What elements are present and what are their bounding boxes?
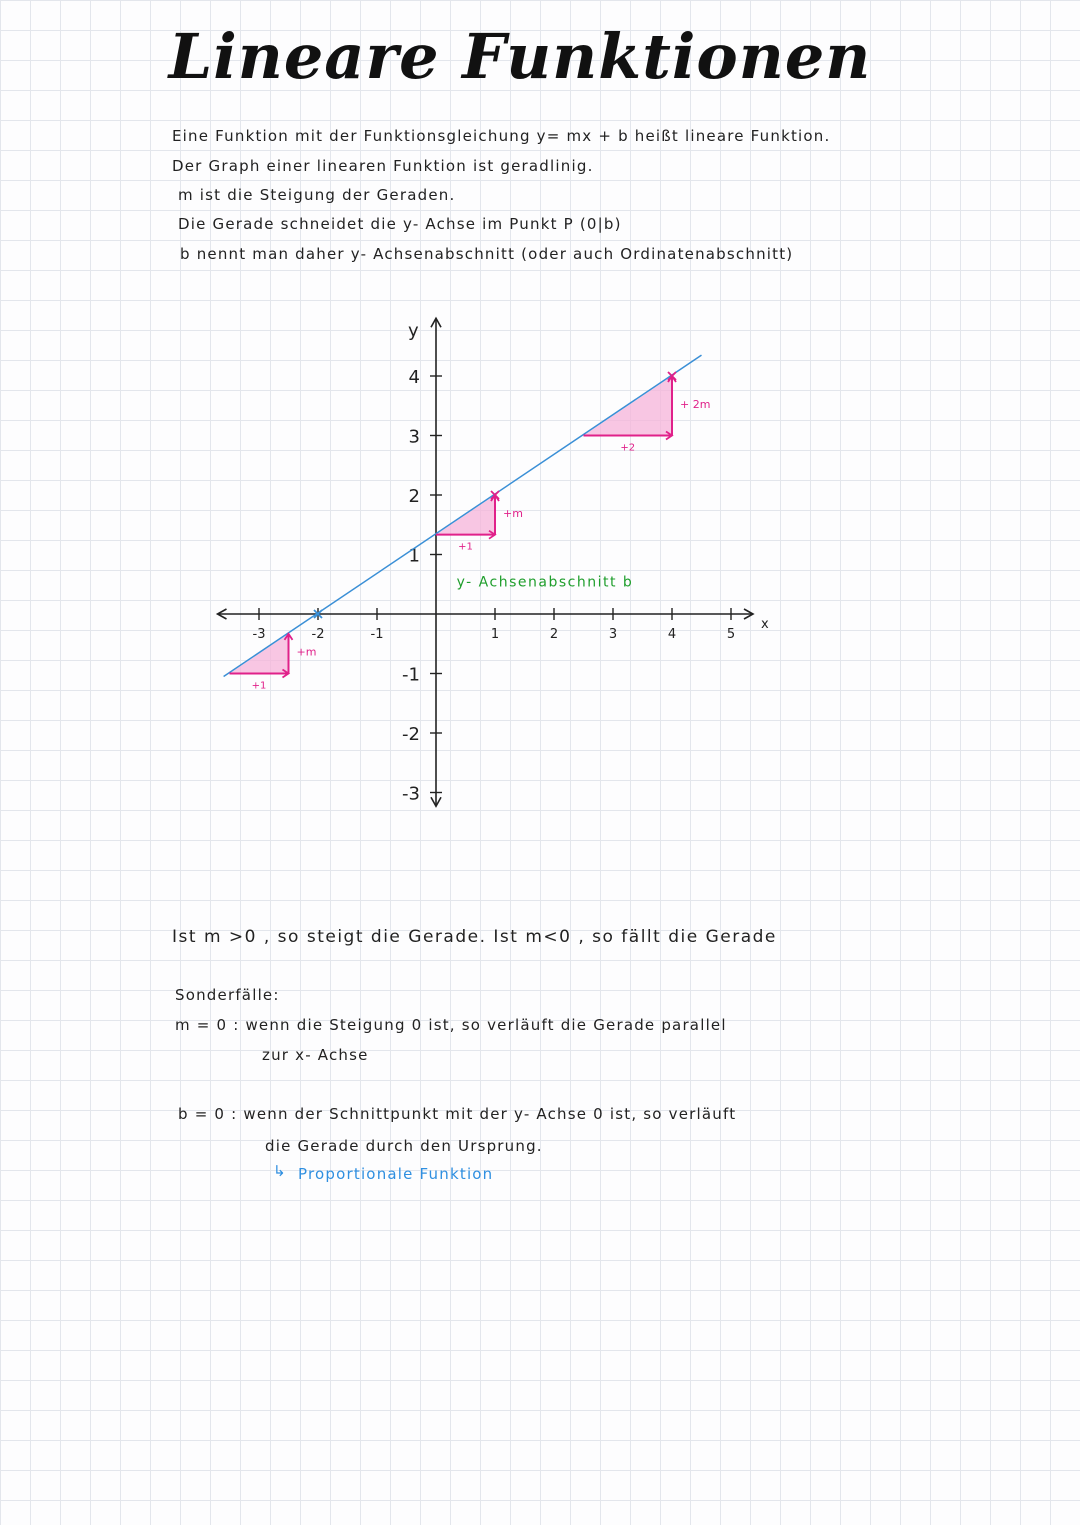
y-tick-label: 4 [408,367,420,388]
page-title: Lineare Funktionen [168,20,872,93]
rise-label: +m [503,506,523,520]
intro-line-5: b nennt man daher y- Achsenabschnitt (oder auch Ordinatenabschnitt) [180,245,794,263]
x-tick-label: -1 [370,627,384,642]
y-tick-label: -1 [402,664,420,686]
x-tick-label: 4 [667,627,677,642]
x-tick-label: 3 [608,627,618,642]
slope-triangle-fill-3 [584,376,673,436]
y-axis-label: y [408,320,419,342]
slope-triangle-fill-2 [436,495,495,535]
intro-line-3: m ist die Steigung der Geraden. [178,186,456,204]
intro-line-1: Eine Funktion mit der Funktionsgleichung y= mx + b heißt lineare Funktion. [172,127,831,145]
rise-label: + 2m [680,397,711,411]
y-tick-label: -3 [402,783,420,805]
arrow-icon: ↳ [273,1162,287,1180]
y-tick-label: 3 [408,426,420,448]
x-tick-label: 1 [490,627,500,642]
function-line [224,355,702,676]
x-tick-label: -2 [311,627,325,642]
special-case-b-line-1: b = 0 : wenn der Schnittpunkt mit der y- Achse 0 ist, so verläuft [178,1105,737,1123]
y-tick-label: 2 [408,486,420,507]
y-tick-label: -2 [402,724,420,745]
x-tick-label: -3 [252,627,266,642]
x-tick-label: 2 [549,627,559,642]
run-label: +2 [620,442,636,454]
slope-rule: Ist m >0 , so steigt die Gerade. Ist m<0 , so fällt die Gerade [172,927,777,947]
x-tick-label: 5 [726,627,736,642]
y-tick-label: 1 [408,545,420,567]
intro-line-2: Der Graph einer linearen Funktion ist geradlinig. [172,157,594,175]
intro-line-4: Die Gerade schneidet die y- Achse im Punkt P (0|b) [178,215,622,233]
special-case-m-line-2: zur x- Achse [262,1046,369,1064]
y-intercept-annotation: y- Achsenabschnitt b [456,574,634,591]
x-axis-label: x [761,617,769,632]
rise-label: +m [296,645,317,659]
run-label: +1 [458,541,473,553]
special-case-b-result: Proportionale Funktion [298,1165,494,1183]
run-label: +1 [251,680,267,692]
special-case-b-line-2: die Gerade durch den Ursprung. [265,1137,543,1155]
special-cases-heading: Sonderfälle: [175,986,280,1004]
special-case-m-line-1: m = 0 : wenn die Steigung 0 ist, so verläuft die Gerade parallel [175,1016,727,1034]
